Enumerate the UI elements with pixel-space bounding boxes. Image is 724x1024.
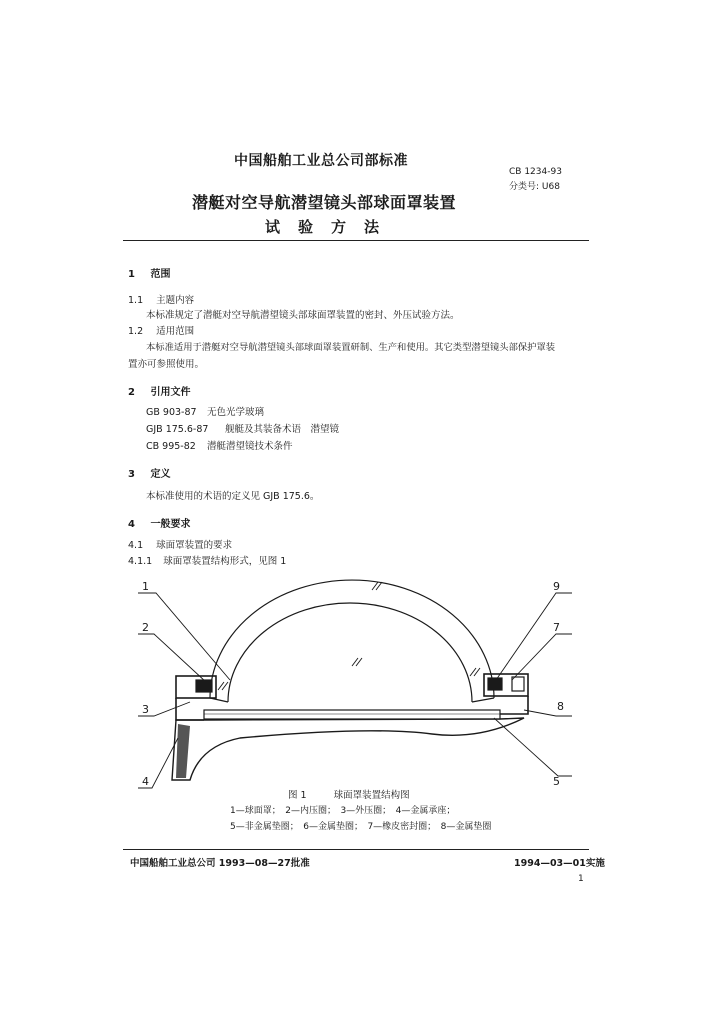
reference-code: GB 903-87 bbox=[146, 407, 197, 418]
section-title: 定义 bbox=[150, 469, 171, 480]
section-2-heading bbox=[128, 383, 190, 398]
figure-title: 球面罩装置结构图 bbox=[333, 790, 410, 801]
section-text: 球面罩装置结构形式，见图 1 bbox=[163, 556, 287, 567]
section-title: 一般要求 bbox=[150, 519, 191, 530]
callout-1: 1 bbox=[142, 580, 149, 593]
footer-divider bbox=[123, 849, 589, 850]
section-4-1-1-text bbox=[128, 553, 286, 567]
section-number: 4 bbox=[128, 519, 135, 530]
page-number: 1 bbox=[578, 874, 584, 884]
callout-3: 3 bbox=[142, 703, 149, 716]
reference-name: 无色光学玻璃 bbox=[207, 407, 265, 418]
section-3-text: 本标准使用的术语的定义见 GJB 175.6。 bbox=[146, 491, 320, 502]
reference-code: CB 995-82 bbox=[146, 441, 196, 452]
section-number: 3 bbox=[128, 469, 135, 480]
section-number: 4.1.1 bbox=[128, 556, 153, 567]
section-1-1-heading bbox=[128, 292, 194, 306]
right-mount-step bbox=[500, 696, 528, 714]
callout-9: 9 bbox=[553, 580, 560, 593]
section-4-1-heading bbox=[128, 537, 232, 551]
section-title: 适用范围 bbox=[156, 326, 195, 337]
section-number: 1 bbox=[128, 269, 135, 280]
left-inner-ring bbox=[196, 680, 212, 692]
reference-name: 舰艇及其装备术语 潜望镜 bbox=[225, 424, 340, 435]
document-title: 潜艇对空导航潜望镜头部球面罩装置 bbox=[192, 193, 457, 212]
dome-inner-arc bbox=[228, 603, 472, 702]
approval-date: 中国船舶工业总公司 1993—08—27批准 bbox=[130, 858, 310, 869]
callout-8: 8 bbox=[557, 700, 564, 713]
section-number: 4.1 bbox=[128, 540, 144, 551]
reference-name: 潜艇潜望镜技术条件 bbox=[207, 441, 293, 452]
section-1-2-heading bbox=[128, 323, 194, 337]
dome-right-edge bbox=[472, 698, 494, 702]
callout-2: 2 bbox=[142, 621, 149, 634]
figure-legend-line1: 1—球面罩； 2—内压圈； 3—外压圈； 4—金属承座； bbox=[230, 806, 456, 816]
figure-legend-line2: 5—非金属垫圈； 6—金属垫圈； 7—橡皮密封圈； 8—金属垫圈 bbox=[230, 822, 492, 832]
left-mount-step bbox=[176, 698, 204, 720]
classification-number: 分类号: U68 bbox=[509, 182, 560, 192]
base-window-plate bbox=[204, 710, 500, 719]
figure-label: 图 1 bbox=[288, 790, 307, 801]
callout-5: 5 bbox=[553, 775, 560, 788]
section-4-heading bbox=[128, 515, 190, 530]
section-title: 球面罩装置的要求 bbox=[156, 540, 233, 551]
document-subtitle: 试验方法 bbox=[265, 218, 398, 236]
section-1-2-text-line2: 置亦可参照使用。 bbox=[128, 359, 205, 370]
standard-code: CB 1234-93 bbox=[509, 167, 562, 177]
reference-row bbox=[146, 404, 264, 418]
metal-base-body bbox=[172, 718, 524, 780]
reference-code: GJB 175.6-87 bbox=[146, 424, 209, 435]
section-number: 1.2 bbox=[128, 326, 144, 337]
section-number: 1.1 bbox=[128, 295, 144, 306]
section-3-heading bbox=[128, 465, 170, 480]
reference-row bbox=[146, 438, 293, 452]
callout-4: 4 bbox=[142, 775, 149, 788]
section-title: 引用文件 bbox=[150, 387, 191, 398]
dome-outer-arc bbox=[210, 580, 494, 698]
section-1-1-text: 本标准规定了潜艇对空导航潜望镜头部球面罩装置的密封、外压试验方法。 bbox=[146, 310, 460, 321]
issuing-organization: 中国船舶工业总公司部标准 bbox=[234, 153, 408, 169]
base-wall-hatch bbox=[176, 724, 190, 778]
reference-row bbox=[146, 421, 339, 435]
figure-caption bbox=[288, 787, 410, 801]
header-divider bbox=[123, 240, 589, 241]
section-title: 范围 bbox=[150, 269, 171, 280]
spherical-cover-structure-diagram bbox=[120, 568, 580, 790]
callout-7: 7 bbox=[553, 621, 560, 634]
section-title: 主题内容 bbox=[156, 295, 195, 306]
right-inner-ring bbox=[488, 678, 502, 690]
section-number: 2 bbox=[128, 387, 135, 398]
section-1-heading bbox=[128, 265, 170, 280]
right-seal-ring bbox=[512, 677, 524, 691]
effective-date: 1994—03—01实施 bbox=[514, 858, 605, 869]
section-1-2-text-line1: 本标准适用于潜艇对空导航潜望镜头部球面罩装置研制、生产和使用。其它类型潜望镜头部保护罩装 bbox=[146, 342, 556, 353]
